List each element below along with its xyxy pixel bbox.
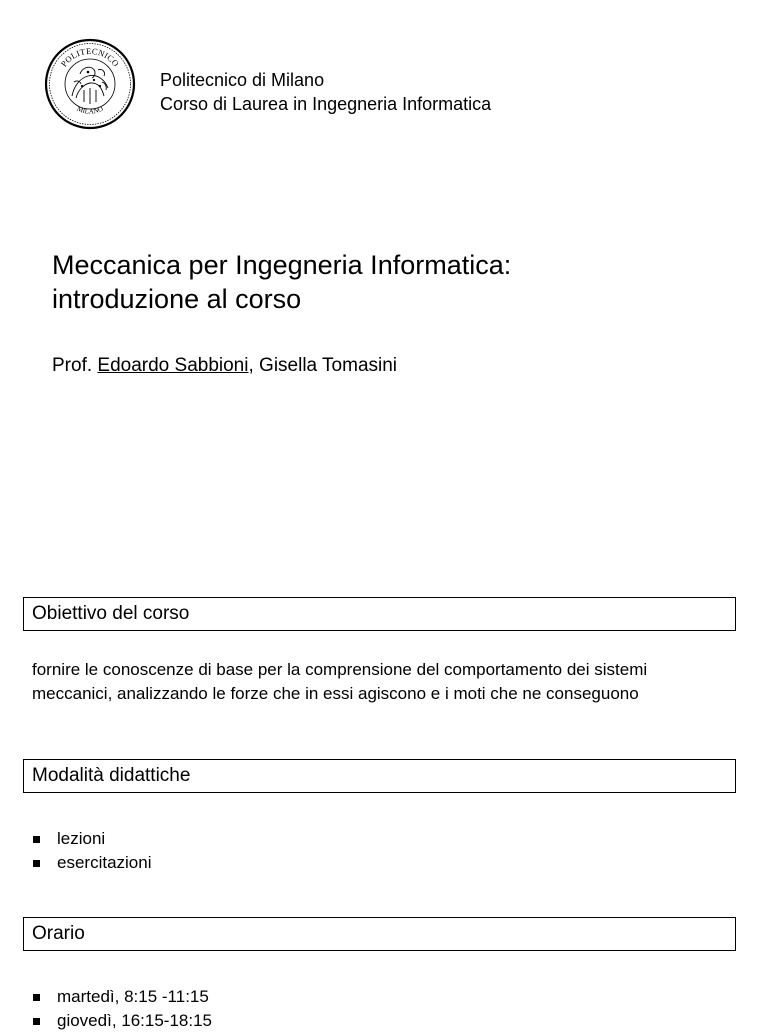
- list-item: [32, 985, 212, 1009]
- course-title-line-1: Meccanica per Ingegneria Informatica:: [52, 250, 512, 280]
- bullet-square-icon: [33, 836, 40, 843]
- list-item-label: esercitazioni: [57, 853, 152, 872]
- section-heading-objective: Obiettivo del corso: [23, 597, 736, 631]
- course-title: [52, 248, 511, 316]
- institution-header: [160, 68, 491, 116]
- degree-course-name: Corso di Laurea in Ingegneria Informatica: [160, 94, 492, 114]
- authors-prefix: Prof.: [52, 355, 98, 376]
- seal-text-top: POLITECNICO: [58, 45, 122, 69]
- list-item-label: lezioni: [57, 829, 106, 848]
- objective-text-line-2: meccanici, analizzando le forze che in essi agiscono e i moti che ne conseguono: [32, 684, 639, 703]
- authors-rest: , Gisella Tomasini: [248, 355, 398, 376]
- objective-text: [32, 658, 752, 706]
- course-title-line-2: introduzione al corso: [52, 284, 302, 314]
- seal-text-bottom: MILANO: [75, 104, 105, 116]
- politecnico-seal-icon: [44, 38, 136, 130]
- modality-list: [32, 827, 152, 875]
- institution-name: Politecnico di Milano: [160, 70, 325, 90]
- author-edoardo-sabbioni-link[interactable]: Edoardo Sabbioni: [97, 355, 249, 376]
- list-item: [32, 851, 152, 875]
- list-item-label: martedì, 8:15 -11:15: [57, 987, 209, 1006]
- bullet-square-icon: [33, 860, 40, 867]
- section-heading-modality: Modalità didattiche: [23, 759, 736, 793]
- objective-text-line-1: fornire le conoscenze di base per la comprensione del comportamento dei sistemi: [32, 660, 648, 679]
- list-item-label: giovedì, 16:15-18:15: [57, 1011, 213, 1030]
- list-item: [32, 827, 152, 851]
- section-heading-schedule: Orario: [23, 917, 736, 951]
- bullet-square-icon: [33, 994, 40, 1001]
- svg-text:MILANO: [76, 105, 105, 116]
- svg-text:POLITECNICO: [59, 46, 122, 69]
- authors-line: [52, 354, 397, 378]
- list-item: [32, 1009, 212, 1033]
- schedule-list: [32, 985, 212, 1033]
